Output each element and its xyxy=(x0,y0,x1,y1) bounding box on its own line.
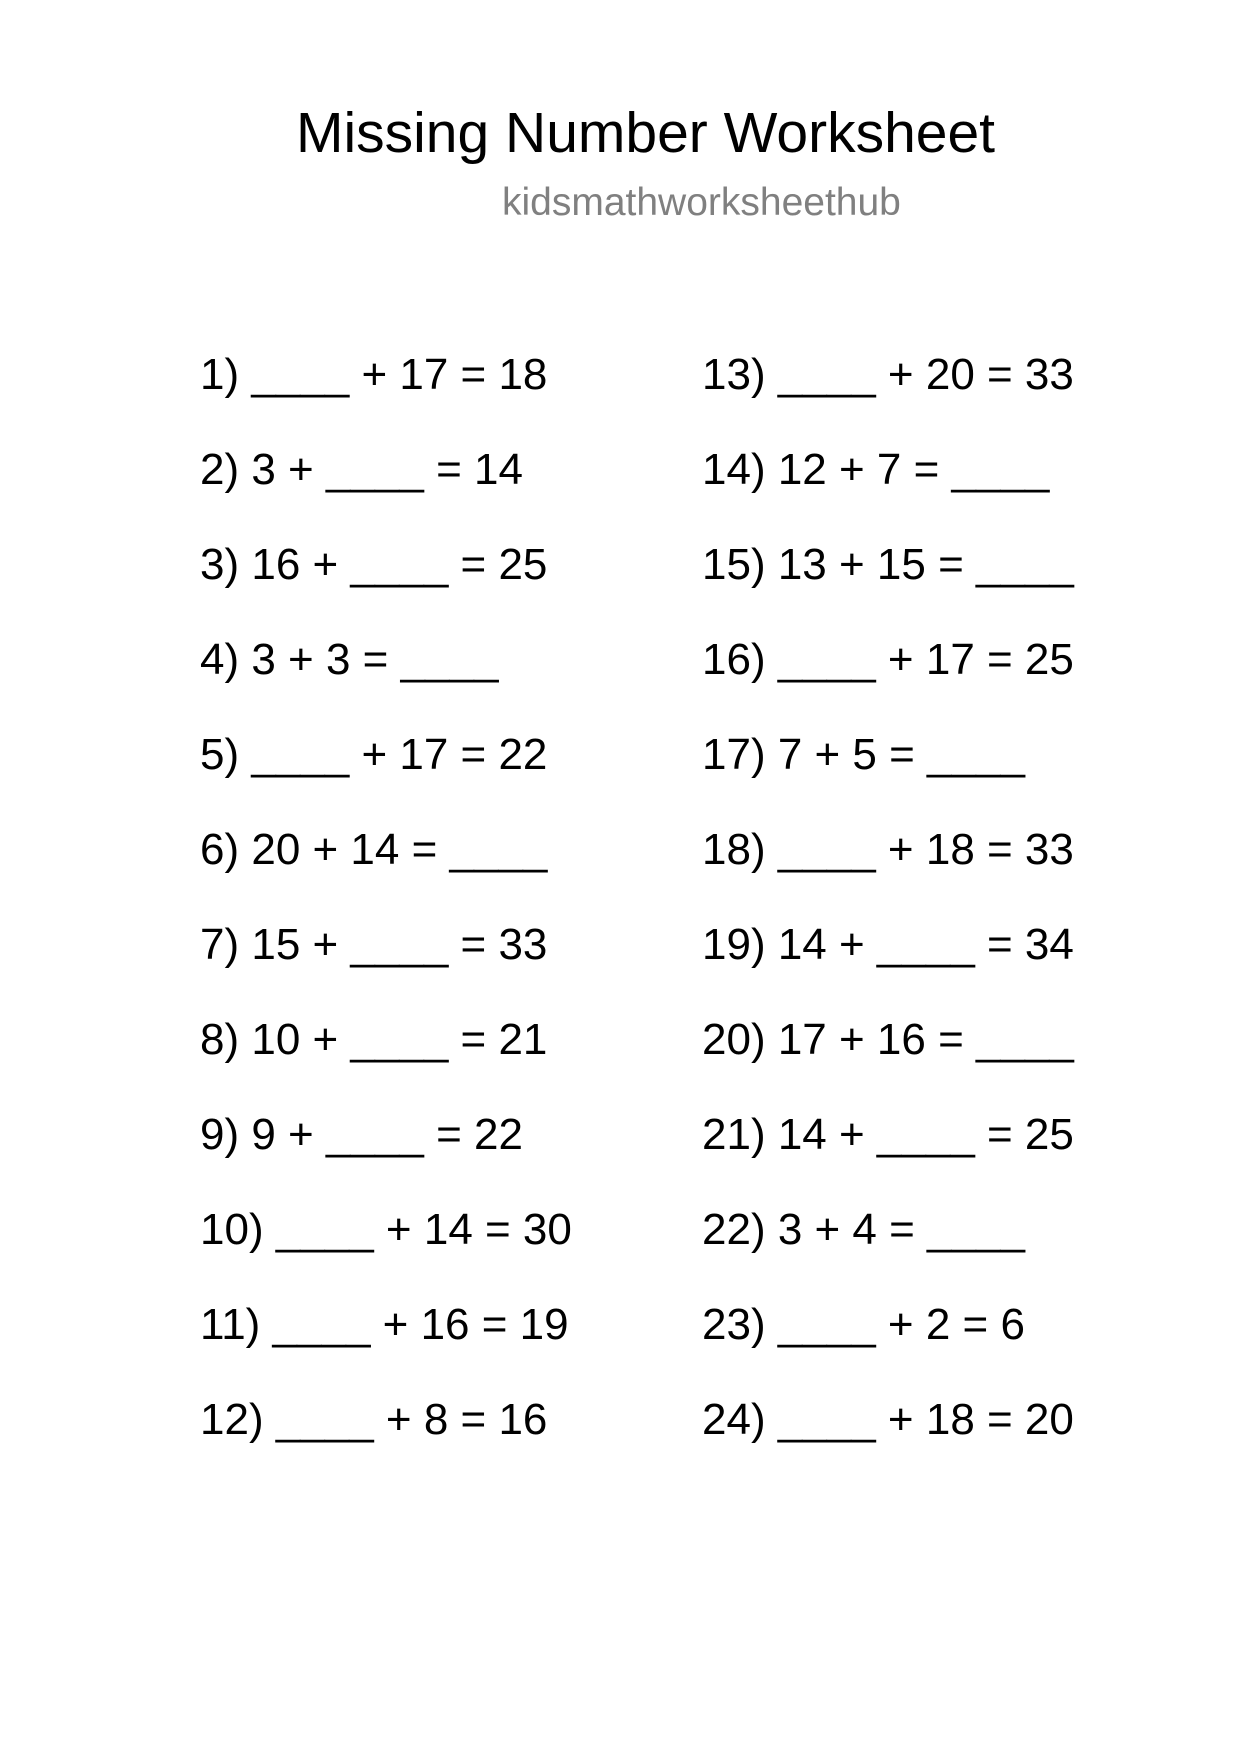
problem-19: 19) 14 + ____ = 34 xyxy=(702,920,1074,969)
worksheet-source: kidsmathworksheethub xyxy=(502,181,901,224)
problem-13: 13) ____ + 20 = 33 xyxy=(702,350,1074,399)
problem-23: 23) ____ + 2 = 6 xyxy=(702,1300,1025,1349)
problem-5: 5) ____ + 17 = 22 xyxy=(200,730,548,779)
problem-6: 6) 20 + 14 = ____ xyxy=(200,825,548,874)
problem-11: 11) ____ + 16 = 19 xyxy=(200,1300,569,1349)
problem-10: 10) ____ + 14 = 30 xyxy=(200,1205,572,1254)
problem-17: 17) 7 + 5 = ____ xyxy=(702,730,1025,779)
problem-7: 7) 15 + ____ = 33 xyxy=(200,920,548,969)
problem-3: 3) 16 + ____ = 25 xyxy=(200,540,548,589)
problem-14: 14) 12 + 7 = ____ xyxy=(702,445,1050,494)
problem-15: 15) 13 + 15 = ____ xyxy=(702,540,1074,589)
problem-column-left xyxy=(200,350,572,1490)
problem-12: 12) ____ + 8 = 16 xyxy=(200,1395,548,1444)
worksheet-title: Missing Number Worksheet xyxy=(296,101,996,165)
problem-18: 18) ____ + 18 = 33 xyxy=(702,825,1074,874)
problem-column-right xyxy=(702,350,1074,1490)
problem-20: 20) 17 + 16 = ____ xyxy=(702,1015,1074,1064)
problem-9: 9) 9 + ____ = 22 xyxy=(200,1110,523,1159)
problem-8: 8) 10 + ____ = 21 xyxy=(200,1015,548,1064)
problem-2: 2) 3 + ____ = 14 xyxy=(200,445,523,494)
problem-21: 21) 14 + ____ = 25 xyxy=(702,1110,1074,1159)
problem-24: 24) ____ + 18 = 20 xyxy=(702,1395,1074,1444)
problem-22: 22) 3 + 4 = ____ xyxy=(702,1205,1025,1254)
problem-1: 1) ____ + 17 = 18 xyxy=(200,350,548,399)
problem-16: 16) ____ + 17 = 25 xyxy=(702,635,1074,684)
problem-4: 4) 3 + 3 = ____ xyxy=(200,635,499,684)
